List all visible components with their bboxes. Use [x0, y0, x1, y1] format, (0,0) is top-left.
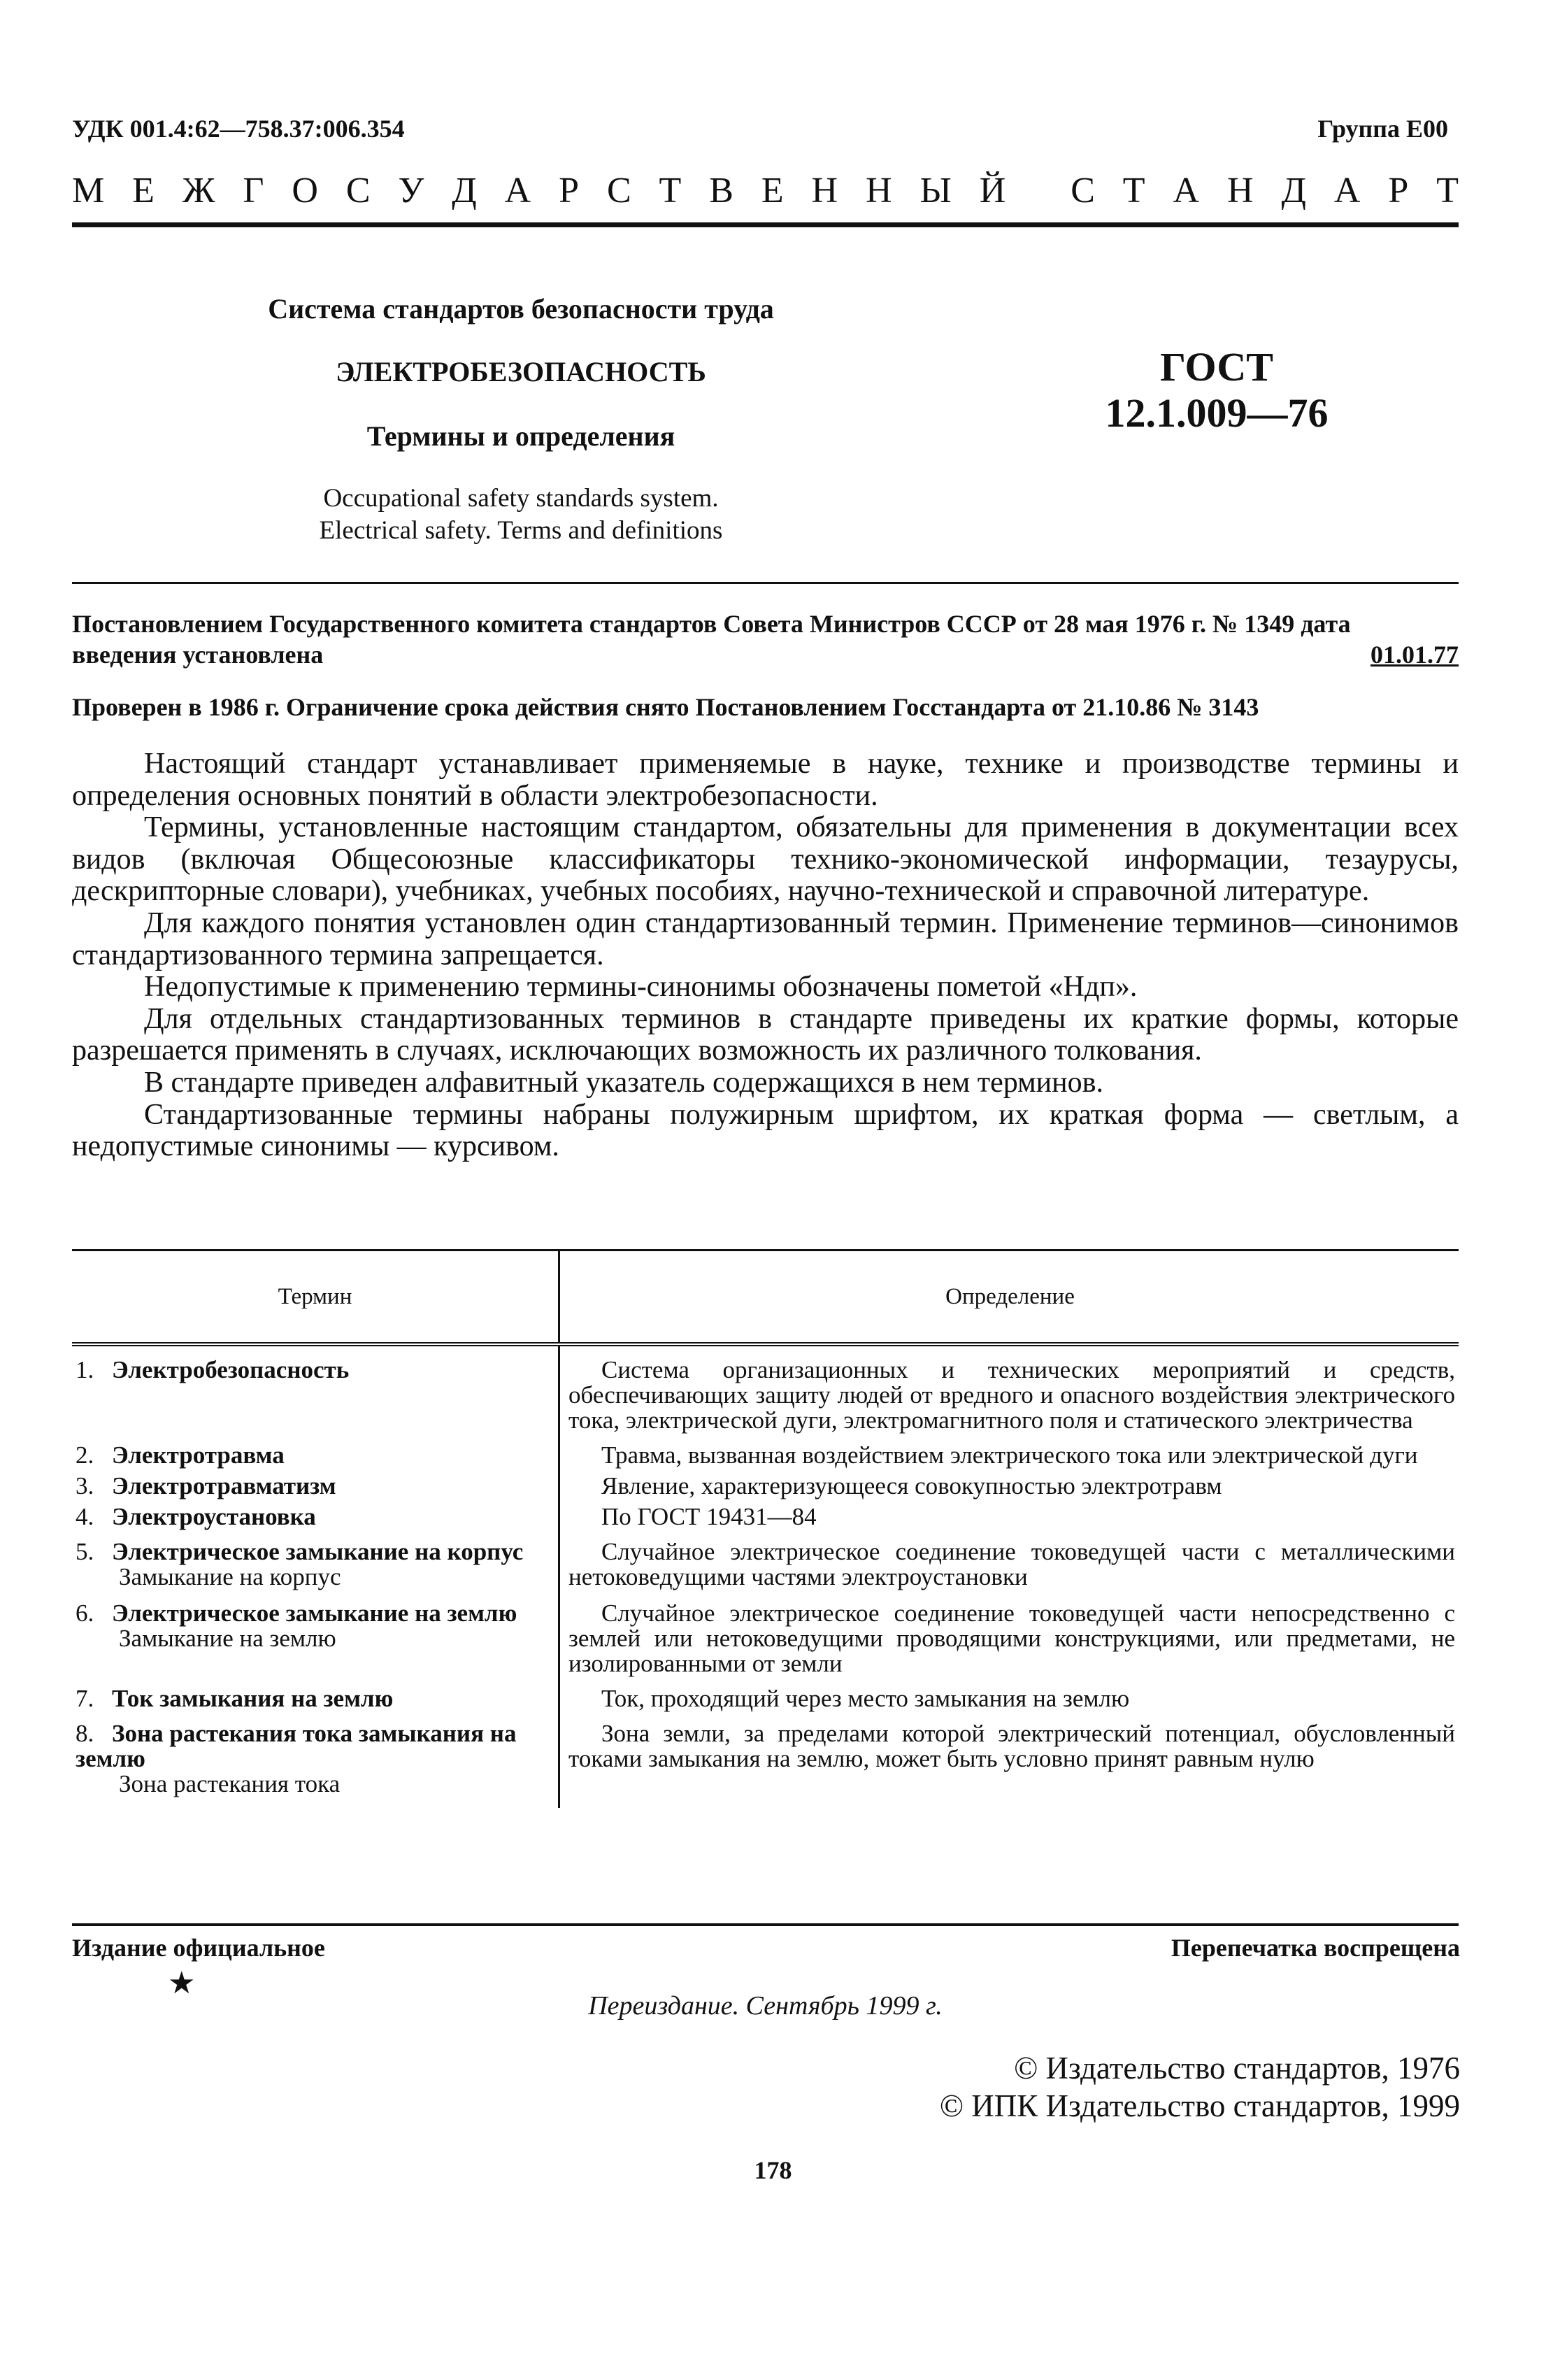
definition-cell: Ток, проходящий через место замыкания на землю: [601, 1685, 1130, 1712]
heading-letter: Р: [559, 171, 580, 211]
checked-note: Проверен в 1986 г. Ограничение срока действия снято Постановлением Госстандарта от 21.10.86 № 3143: [72, 693, 1259, 721]
term-number: 8.: [76, 1720, 94, 1747]
term-cell: [72, 1358, 558, 1433]
decree-line-2: введения установлена: [72, 641, 324, 669]
heading-letter: С: [345, 171, 371, 211]
term-number: 1.: [76, 1356, 94, 1383]
definition-cell: Явление, характеризующееся совокупностью электротравм: [601, 1472, 1222, 1499]
decree-block: [72, 608, 1459, 670]
table-row: [72, 1721, 1459, 1797]
heading-letter: Т: [1122, 171, 1145, 211]
heading-letter: Т: [659, 171, 682, 211]
heading-letter: Й: [979, 171, 1006, 211]
column-header-definition: Определение: [945, 1284, 1075, 1309]
term-number: 5.: [76, 1538, 94, 1565]
standard-type-heading: [72, 170, 1459, 212]
term-name: Электроустановка: [112, 1503, 316, 1530]
official-edition: Издание официальное: [72, 1934, 325, 1962]
title-rule: [72, 582, 1459, 584]
term-name: Электробезопасность: [112, 1356, 350, 1383]
intro-paragraph: Стандартизованные термины набраны полужирным шрифтом, их краткая форма — светлым, а недопустимые синонимы — курсивом.: [72, 1098, 1459, 1163]
definition-cell: Случайное электрическое соединение токоведущей части непосредственно с землей или нетоковедущими проводящими конструкциями, или предметами, не изолированными от земли: [568, 1599, 1455, 1677]
reissue-note: Переиздание. Сентябрь 1999 г.: [588, 1991, 943, 2021]
gost-designation: [1091, 344, 1343, 436]
intro-paragraph: Недопустимые к применению термины-синонимы обозначены пометой «Ндп».: [144, 971, 1138, 1004]
term-cell: [72, 1443, 558, 1468]
gost-number: 12.1.009—76: [1105, 390, 1329, 436]
subtitle: Термины и определения: [366, 420, 675, 452]
term-number: 2.: [76, 1441, 94, 1469]
heading-letter: Р: [1388, 171, 1409, 211]
heading-letter: Н: [866, 171, 892, 211]
term-short-form: Зона растекания тока: [119, 1770, 341, 1797]
term-number: 4.: [76, 1503, 94, 1530]
decree-line-1: Постановлением Государственного комитета стандартов Совета Министров СССР от 28 мая 1976 г. № 1349 дата: [72, 610, 1351, 638]
heading-letter: А: [1333, 171, 1361, 211]
english-title-line-1: Occupational safety standards system.: [323, 484, 719, 513]
heading-letter: Н: [811, 171, 838, 211]
subject-title: ЭЛЕКТРОБЕЗОПАСНОСТЬ: [336, 356, 706, 387]
term-name: Электрическое замыкание на корпус: [112, 1538, 524, 1565]
heading-letter: С: [1071, 171, 1095, 211]
definition-cell: Зона земли, за пределами которой электрический потенциал, обусловленный токами замыкания на землю, может быть условно принят равным нулю: [568, 1720, 1455, 1772]
table-row: [72, 1539, 1459, 1590]
term-cell: [72, 1504, 558, 1530]
gost-label: ГОСТ: [1160, 344, 1273, 390]
intro-paragraph: В стандарте приведен алфавитный указатель содержащихся в нем терминов.: [144, 1066, 1103, 1099]
english-title: [161, 483, 881, 547]
definition-cell: Система организационных и технических мероприятий и средств, обеспечивающих защиту людей от вредного и опасного воздействия электрического тока, электрической дуги, электромагнитного поля и статического электричества: [568, 1356, 1455, 1434]
term-name: Зона растекания тока замыкания на землю: [76, 1720, 517, 1772]
term-cell: [72, 1539, 558, 1590]
group-code: Группа Е00: [1317, 115, 1448, 143]
udk-code: УДК 001.4:62—758.37:006.354: [72, 115, 405, 143]
heading-letter: Ж: [182, 171, 215, 211]
heading-letter: О: [292, 171, 318, 211]
effective-date: 01.01.77: [1370, 641, 1459, 669]
heading-letter: Г: [243, 171, 264, 211]
star-icon: ★: [168, 1966, 196, 2000]
heading-letter: Т: [1436, 171, 1459, 211]
heading-letter: Ы: [919, 171, 952, 211]
header-rule: [72, 222, 1459, 227]
terms-table: [72, 1249, 1459, 1808]
heading-letter: Е: [132, 171, 155, 211]
column-header-term: Термин: [278, 1284, 352, 1309]
copyright-block: [940, 2049, 1460, 2125]
introduction: [72, 748, 1459, 1163]
copyright-line-2: © ИПК Издательство стандартов, 1999: [939, 2088, 1460, 2123]
table-row: [72, 1504, 1459, 1530]
term-number: 7.: [76, 1685, 94, 1712]
heading-letter: Е: [761, 171, 784, 211]
term-short-form: Замыкание на землю: [119, 1625, 336, 1652]
table-row: [72, 1686, 1459, 1711]
heading-letter: С: [606, 171, 631, 211]
term-cell: [72, 1474, 558, 1499]
english-title-line-2: Electrical safety. Terms and definitions: [319, 516, 723, 545]
definition-cell: По ГОСТ 19431—84: [601, 1503, 817, 1530]
footer-rule: [72, 1923, 1459, 1926]
term-number: 3.: [76, 1472, 94, 1499]
heading-letter: М: [72, 171, 105, 211]
standards-system-title: Система стандартов безопасности труда: [268, 293, 774, 325]
table-row: [72, 1358, 1459, 1433]
term-number: 6.: [76, 1599, 94, 1627]
heading-letter: У: [398, 171, 424, 211]
intro-paragraph: Для каждого понятия установлен один стандартизованный термин. Применение терминов—синонимов стандартизованного термина запрещается.: [72, 906, 1459, 971]
table-header: [72, 1249, 1459, 1346]
heading-letter: Д: [452, 171, 477, 211]
intro-paragraph: Для отдельных стандартизованных терминов в стандарте приведены их краткие формы, которые разрешается применять в случаях, исключающих возможность их различного толкования.: [72, 1002, 1459, 1067]
term-short-form: Замыкание на корпус: [119, 1563, 341, 1590]
intro-paragraph: Термины, установленные настоящим стандартом, обязательны для применения в документации всех видов (включая Общесоюзные классификаторы технико-экономической информации, тезаурусы, дескрипторные словари), учебниках, учебных пособиях, научно-технической и справочной литературе.: [72, 811, 1459, 908]
definition-cell: Травма, вызванная воздействием электрического тока или электрической дуги: [601, 1441, 1418, 1469]
term-name: Электротравматизм: [112, 1472, 336, 1499]
definition-cell: Случайное электрическое соединение токоведущей части с металлическими нетоковедущими частями электроустановки: [568, 1538, 1455, 1590]
heading-letter: А: [1173, 171, 1200, 211]
intro-paragraph: Настоящий стандарт устанавливает применяемые в науке, технике и производстве термины и определения основных понятий в области электробезопасности.: [72, 748, 1459, 812]
term-cell: [72, 1601, 558, 1676]
term-cell: [72, 1721, 558, 1797]
table-row: [72, 1601, 1459, 1676]
table-body: [72, 1346, 1459, 1808]
page-number: 178: [754, 2156, 792, 2184]
header-divider: [558, 1251, 560, 1342]
copyright-line-1: © Издательство стандартов, 1976: [1014, 2051, 1460, 2086]
term-name: Электрическое замыкание на землю: [112, 1599, 517, 1627]
table-row: [72, 1474, 1459, 1499]
heading-word-gap: [1033, 170, 1043, 212]
table-row: [72, 1443, 1459, 1468]
term-name: Ток замыкания на землю: [112, 1685, 394, 1712]
term-cell: [72, 1686, 558, 1711]
term-name: Электротравма: [112, 1441, 285, 1469]
reprint-prohibited: Перепечатка воспрещена: [1171, 1934, 1460, 1962]
heading-letter: А: [504, 171, 531, 211]
heading-letter: Д: [1281, 171, 1306, 211]
heading-letter: В: [709, 171, 733, 211]
heading-letter: Н: [1226, 171, 1254, 211]
